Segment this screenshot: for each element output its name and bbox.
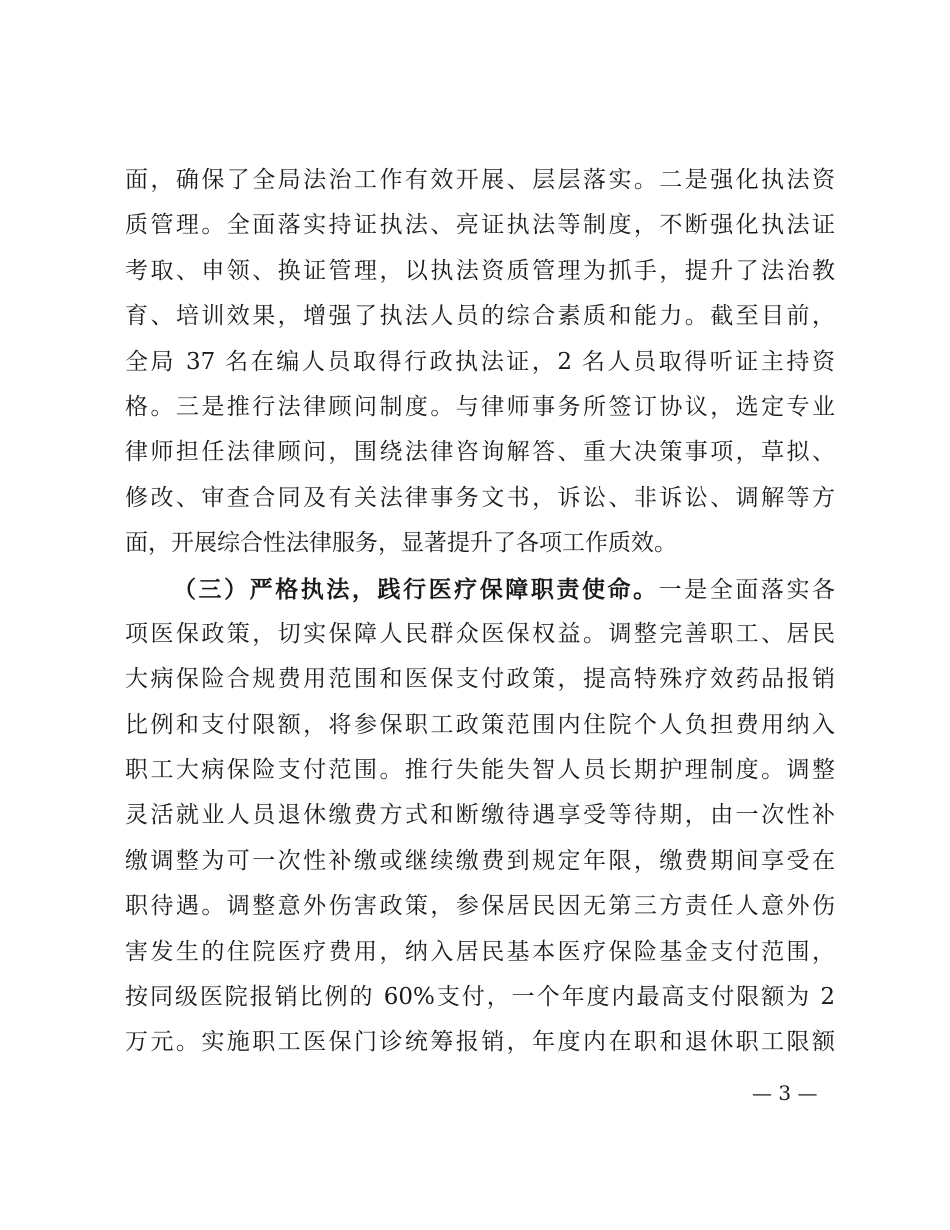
body-text bbox=[125, 158, 835, 1066]
section-heading-line bbox=[125, 567, 835, 612]
page-number: — 3 — bbox=[752, 1081, 818, 1105]
text-line: 职工大病保险支付范围。推行失能失智人员长期护理制度。调整 bbox=[125, 757, 835, 784]
text-line: 灵活就业人员退休缴费方式和断缴待遇享受等待期，由一次性补 bbox=[125, 802, 835, 829]
text-line: 万元。实施职工医保门诊统筹报销，年度内在职和退休职工限额 bbox=[125, 1029, 835, 1056]
text-line: 项医保政策，切实保障人民群众医保权益。调整完善职工、居民 bbox=[125, 620, 835, 647]
text-line: 职待遇。调整意外伤害政策，参保居民因无第三方责任人意外伤 bbox=[125, 893, 835, 920]
section-heading: （三）严格执法，践行医疗保障职责使命。 bbox=[173, 575, 659, 603]
text-line: 育、培训效果，增强了执法人员的综合素质和能力。截至目前， bbox=[125, 303, 835, 330]
text-line: 全局 37 名在编人员取得行政执法证，2 名人员取得听证主持资 bbox=[125, 348, 835, 375]
text-line: 按同级医院报销比例的 60%支付，一个年度内最高支付限额为 2 bbox=[125, 984, 835, 1011]
text-line: 律师担任法律顾问，围绕法律咨询解答、重大决策事项，草拟、 bbox=[125, 439, 835, 466]
text-line: 大病保险合规费用范围和医保支付政策，提高特殊疗效药品报销 bbox=[125, 666, 835, 693]
text-line: 质管理。全面落实持证执法、亮证执法等制度，不断强化执法证 bbox=[125, 212, 835, 239]
text-line: 缴调整为可一次性补缴或继续缴费到规定年限，缴费期间享受在 bbox=[125, 847, 835, 874]
section-first-line-text: 一是全面落实各 bbox=[658, 576, 836, 603]
text-line: 面，确保了全局法治工作有效开展、层层落实。二是强化执法资 bbox=[125, 167, 835, 193]
text-line: 比例和支付限额，将参保职工政策范围内住院个人负担费用纳入 bbox=[125, 711, 835, 738]
text-line: 修改、审查合同及有关法律事务文书，诉讼、非诉讼、调解等方 bbox=[125, 484, 835, 511]
text-line: 害发生的住院医疗费用，纳入居民基本医疗保险基金支付范围， bbox=[125, 938, 835, 965]
text-line: 格。三是推行法律顾问制度。与律师事务所签订协议，选定专业 bbox=[125, 393, 835, 420]
text-line: 面，开展综合性法律服务，显著提升了各项工作质效。 bbox=[125, 530, 677, 557]
text-line: 考取、申领、换证管理，以执法资质管理为抓手，提升了法治教 bbox=[125, 257, 835, 284]
